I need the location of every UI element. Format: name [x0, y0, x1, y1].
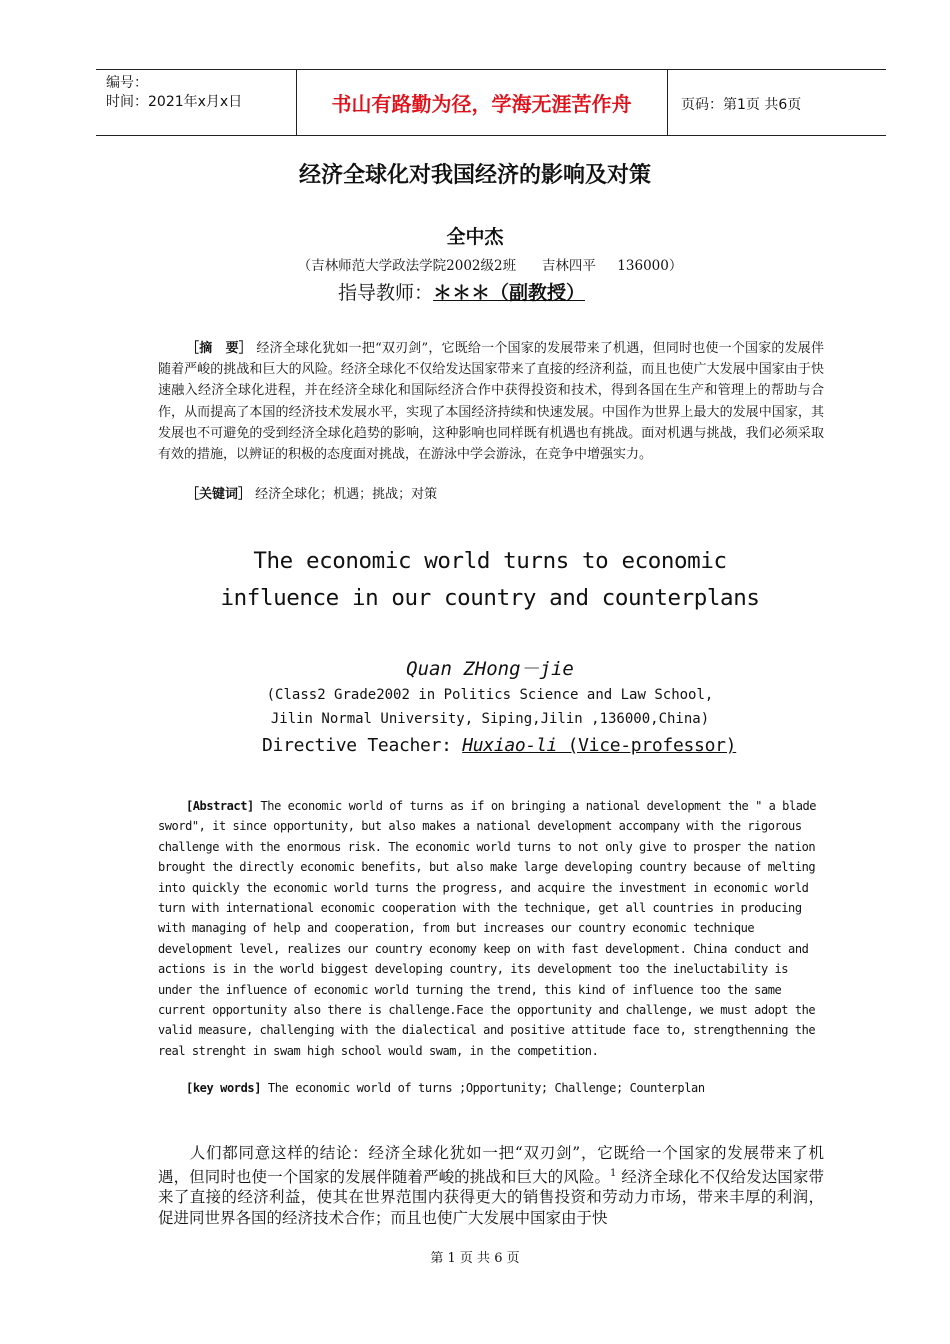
body-text-part2: 经济全球化不仅给发达国家带来了直接的经济利益，使其在世界范围内获得更大的销售投资和劳动力市场，带来丰厚的利润，促进同世界各国的经济技术合作；而且也使广大发展中国家由于快	[158, 1167, 824, 1227]
keywords-cn-label: ［关键词］	[186, 487, 252, 502]
advisor-line-en	[262, 735, 736, 756]
abstract-en-text: The economic world of turns as if on bringing a national development the " a blade sword", it since opportunity, but also makes a national development accompany with the rigorous challenge with the enormous risk. The economic world turns to not only give to prosper the nation brought the directly economic benefits, but also make large developing country because of melting into quickly the economic world turns the progress, and acquire the investment in economic world turn with international economic cooperation with the technique, get all countries in producing with managing of help and cooperation, from but increases our country economic technique development level, realizes our country economy keep on with fast development. China conduct and actions is in the world biggest developing country, its development too the ineluctability is under the influence of economic world turning the trend, this kind of influence too the same current opportunity also there is challenge.Face the opportunity and challenge, we must adopt the valid measure, challenging with the dialectical and positive attitude face to, strengthenning the real strenght in swam high school would swam, in the competition.	[158, 799, 817, 1058]
affiliation-en-line1: (Class2 Grade2002 in Politics Science and Law School,	[266, 687, 714, 703]
advisor-prefix-cn: 指导教师：	[338, 282, 434, 304]
advisor-rank-en: (Vice-professor)	[557, 735, 737, 756]
author-name-en: Quan ZHong－jie	[406, 658, 574, 680]
advisor-name-en: Huxiao-li	[462, 735, 558, 756]
page-footer: 第 1 页 共 6 页	[430, 1251, 520, 1266]
advisor-line-cn	[338, 278, 585, 305]
body-text-part1: 人们都同意这样的结论：经济全球化犹如一把“双刃剑”，它既给一个国家的发展带来了机遇，但同时也使一个国家的发展伴随着严峻的挑战和巨大的风险。	[158, 1144, 824, 1186]
abstract-en-label: [Abstract]	[186, 799, 254, 813]
abstract-en	[158, 796, 828, 1061]
keywords-en-text: The economic world of turns ;Opportunity; Challenge; Counterplan	[261, 1081, 705, 1095]
header-bottom-rule	[96, 135, 886, 136]
keywords-en-label: [key words]	[186, 1081, 262, 1095]
header-page-info: 页码：第1页 共6页	[681, 97, 802, 113]
header-motto: 书山有路勤为径，学海无涯苦作舟	[331, 92, 632, 116]
keywords-cn-text: 经济全球化；机遇；挑战；对策	[251, 487, 438, 502]
advisor-prefix-en: Directive Teacher:	[262, 735, 463, 756]
header-top-rule	[96, 69, 886, 70]
paper-title-cn: 经济全球化对我国经济的影响及对策	[298, 163, 651, 188]
advisor-name-cn: ＊＊＊（副教授）	[433, 282, 586, 304]
paper-title-en-line2: influence in our country and counterplans	[220, 585, 760, 611]
abstract-cn	[158, 338, 824, 465]
abstract-cn-text: 经济全球化犹如一把“双刃剑”，它既给一个国家的发展带来了机遇，但同时也使一个国家的发展伴随着严峻的挑战和巨大的风险。经济全球化不仅给发达国家带来了直接的经济利益，而且也使广大发展中国家由于快速融入经济全球化进程，并在经济全球化和国际经济合作中获得投资和技术，得到各国在生产和管理上的帮助与合作，从而提高了本国的经济技术发展水平，实现了本国经济持续和快速发展。中国作为世界上最大的发展中国家，其发展也不可避免的受到经济全球化趋势的影响，这种影响也同样既有机遇也有挑战。面对机遇与挑战，我们必须采取有效的措施，以辨证的积极的态度面对挑战，在游泳中学会游泳，在竞争中增强实力。	[158, 341, 824, 463]
affiliation-cn: （吉林师范大学政法学院2002级2班 吉林四平 136000）	[297, 258, 683, 274]
header-number-label: 编号：	[106, 75, 148, 91]
keywords-cn	[186, 483, 437, 502]
author-name-cn: 全中杰	[446, 226, 504, 248]
paper-title-en-line1: The economic world turns to economic	[253, 548, 727, 574]
header-divider-right	[667, 69, 668, 135]
affiliation-en-line2: Jilin Normal University, Siping,Jilin ,136000,China)	[270, 711, 710, 727]
footnote-marker: 1	[610, 1167, 617, 1179]
body-paragraph	[158, 1143, 824, 1228]
header-time-label: 时间：2021年x月x日	[106, 94, 243, 110]
abstract-cn-label: ［摘 要］	[186, 341, 252, 356]
keywords-en	[186, 1081, 705, 1095]
